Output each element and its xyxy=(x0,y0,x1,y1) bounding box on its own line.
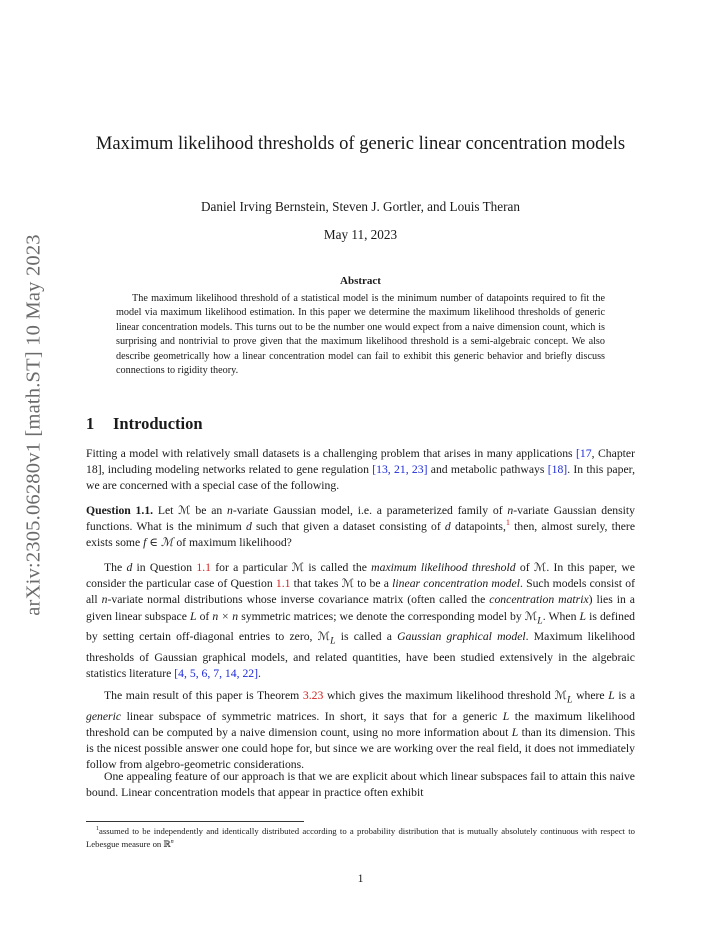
emphasis: linear concentration model xyxy=(392,577,520,591)
text-run: -variate Gaussian model, i.e. a parameterized family of xyxy=(232,504,508,517)
text-run: . When xyxy=(542,609,580,623)
math-subscript: L xyxy=(330,635,336,647)
math-superscript: n xyxy=(170,838,174,845)
text-run: which gives the maximum likelihood threshold ℳ xyxy=(323,689,567,702)
text-run: is called a xyxy=(335,630,398,644)
text-run: for a particular ℳ is called the xyxy=(210,561,372,574)
text-run: is a xyxy=(614,689,636,702)
math-var: n xyxy=(226,504,233,517)
text-run: of xyxy=(196,609,213,623)
question-ref-link[interactable]: 1.1 xyxy=(275,577,291,591)
arxiv-sidebar-stamp xyxy=(22,205,46,645)
intro-paragraph-4 xyxy=(86,688,635,773)
publication-date: May 11, 2023 xyxy=(323,227,398,242)
math-var: n xyxy=(101,593,108,607)
abstract-body: The maximum likelihood threshold of a statistical model is the minimum number of datapoints required to fit the model via maximum likelihood estimation. In this paper we determine the maximum likelihood thresholds of generic linear concentration models. This turns out to be the number one would expect from a naive dimension count, which is surprising and nontrivial to prove given that the maximum likelihood threshold is a semi-algebraic concept. We also describe geometrically how a linear concentration model can fail to exhibit this generic behavior and briefly discuss connections to rigidity theory. xyxy=(116,293,605,377)
theorem-ref-link[interactable]: 3.23 xyxy=(302,689,324,702)
text-run: . xyxy=(258,666,261,680)
question-label: Question 1.1. xyxy=(86,504,154,517)
text-run: linear subspace of symmetric matrices. In short, it says that for a generic xyxy=(121,709,503,723)
abstract-heading: Abstract xyxy=(340,275,381,287)
text-run: , Chapter 18], including modeling networks related to gene regulation xyxy=(86,447,635,477)
text-run: is defined by setting certain off-diagonal entries to zero, ℳ xyxy=(86,609,635,644)
arxiv-identifier: arXiv:2305.06280v1 [math.ST] 10 May 2023 xyxy=(22,234,45,616)
footnote-divider xyxy=(86,821,304,822)
text-run: The xyxy=(104,561,127,574)
text-run: . Maximum likelihood thresholds of Gaussian graphical models, and related quantities, have been studied extensively in the algebraic statistics literature xyxy=(86,630,636,680)
text-run: The main result of this paper is Theorem xyxy=(104,689,303,702)
math-var: f ∈ ℳ xyxy=(143,536,174,550)
footnote-1 xyxy=(86,825,635,851)
math-var: d xyxy=(444,520,451,534)
text-run: -variate Gaussian density functions. What is the minimum xyxy=(86,504,635,534)
math-var: L xyxy=(579,609,586,623)
text-run: than its dimension. This is the nicest possible answer one could hope for, but since we are working over the real field, it does not immediately follow from algebro-geometric considerations. xyxy=(86,725,635,772)
text-run: ) lies in a given linear subspace xyxy=(86,593,635,623)
text-run: where xyxy=(572,689,609,702)
text-run: then, almost surely, there exists some xyxy=(86,520,636,550)
text-run: . In this paper, we are concerned with a special case of the following. xyxy=(86,463,635,493)
math-subscript: L xyxy=(567,694,573,706)
math-var: L xyxy=(511,725,519,739)
text-run: of maximum likelihood? xyxy=(173,536,292,550)
math-var: d xyxy=(245,520,252,534)
math-var: n × n xyxy=(212,609,239,623)
footnote-number: 1 xyxy=(96,826,100,833)
author-list: Daniel Irving Bernstein, Steven J. Gortler, and Louis Theran xyxy=(201,199,520,214)
citation-link[interactable]: [18] xyxy=(547,463,568,477)
math-var: L xyxy=(189,609,197,623)
math-var: n xyxy=(507,504,514,517)
text-run: datapoints, xyxy=(450,520,506,534)
page-number: 1 xyxy=(357,872,364,885)
paper-title: Maximum likelihood thresholds of generic linear concentration models xyxy=(95,133,626,154)
question-1-1 xyxy=(86,503,635,552)
footnote-text: assumed to be independently and identically distributed according to a probability distribution that is mutually absolutely continuous with respect to Lebesgue measure on ℝ xyxy=(86,826,635,849)
text-run: of ℳ. In this paper, we consider the particular case of Question xyxy=(86,561,635,591)
text-run: that takes ℳ to be a xyxy=(290,577,393,591)
text-run: Fitting a model with relatively small datasets is a challenging problem that arises in many applications xyxy=(86,447,577,460)
math-var: d xyxy=(126,561,133,574)
text-run: in Question xyxy=(132,561,197,574)
intro-paragraph-3 xyxy=(86,560,635,682)
text-run: such that given a dataset consisting of xyxy=(251,520,445,534)
footnote-marker-link[interactable]: 1 xyxy=(505,518,510,528)
emphasis: maximum likelihood threshold xyxy=(371,561,516,574)
math-var: L xyxy=(608,689,615,702)
emphasis: generic xyxy=(86,709,122,723)
emphasis: Gaussian graphical model xyxy=(397,630,526,644)
emphasis: concentration matrix xyxy=(489,593,589,607)
section-number: 1 xyxy=(86,414,95,433)
text-run: and metabolic pathways xyxy=(427,463,548,477)
math-var: L xyxy=(502,709,510,723)
text-run: -variate normal distributions whose inverse covariance matrix (often called the xyxy=(107,593,490,607)
text-run: symmetric matrices; we denote the corresponding model by ℳ xyxy=(238,609,538,623)
text-run: Let ℳ be an xyxy=(153,504,227,517)
section-title: Introduction xyxy=(113,414,203,433)
citation-link[interactable]: [13, 21, 23] xyxy=(372,463,428,477)
text-run: . Such models consist of all xyxy=(86,577,635,607)
intro-paragraph-1 xyxy=(86,446,635,495)
text-run: the maximum likelihood threshold can be computed by a naive dimension count, using no more information about xyxy=(86,709,635,739)
intro-paragraph-5: One appealing feature of our approach is that we are explicit about which linear subspaces fail to attain this naive bound. Linear concentration models that appear in practice often exhibit xyxy=(86,770,635,800)
section-heading-introduction xyxy=(86,414,203,434)
question-ref-link[interactable]: 1.1 xyxy=(196,561,211,574)
citation-link[interactable]: [17 xyxy=(576,447,592,460)
citation-link[interactable]: [4, 5, 6, 7, 14, 22] xyxy=(174,666,259,680)
math-subscript: L xyxy=(537,614,543,626)
